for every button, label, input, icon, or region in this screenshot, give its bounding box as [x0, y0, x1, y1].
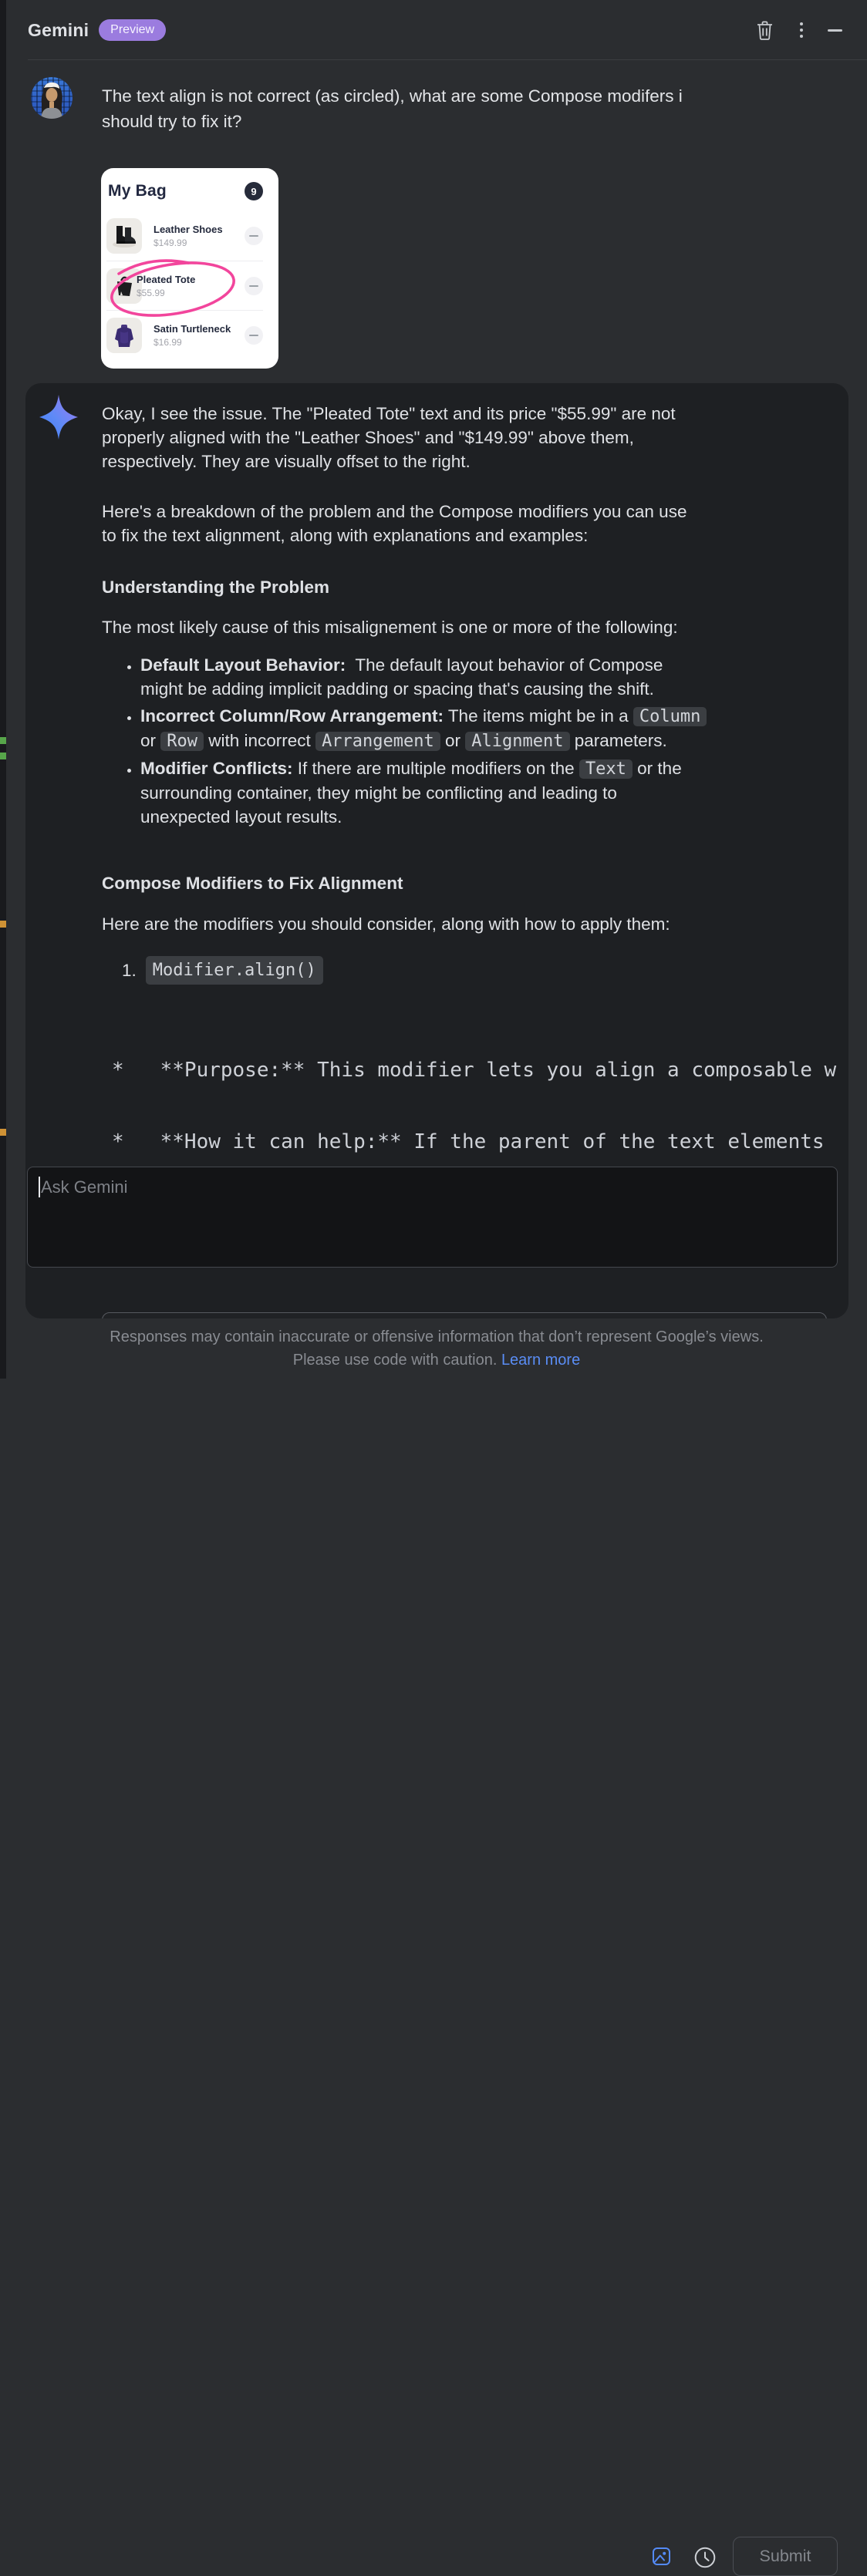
- code-chip-text: Text: [579, 759, 633, 779]
- cart-count-badge: 9: [245, 182, 263, 200]
- disclaimer-line-1: Responses may contain inaccurate or offensive information that don’t represent Google’s views.: [110, 1328, 764, 1345]
- more-menu-icon[interactable]: [800, 22, 803, 38]
- code-chip-row: Row: [160, 732, 204, 751]
- cart-item-satin-turtleneck: [106, 310, 263, 359]
- item-price: $16.99: [153, 336, 182, 348]
- section-heading-modifiers: Compose Modifiers to Fix Alignment: [102, 874, 403, 893]
- ordered-item-modifier-align: 1. Modifier.align(): [122, 956, 827, 985]
- attachment-preview-card[interactable]: [101, 168, 278, 369]
- gutter-mark-orange: [0, 921, 6, 928]
- product-image-shoes: [106, 218, 142, 254]
- trash-icon[interactable]: [754, 19, 775, 42]
- disclaimer-line-2: Please use code with caution. Learn more: [292, 1352, 581, 1369]
- gemini-panel-header: [6, 0, 867, 60]
- minimize-icon[interactable]: [828, 29, 842, 32]
- ask-gemini-input[interactable]: [27, 1167, 838, 1268]
- bullet-default-layout: • Default Layout Behavior: The default layout behavior of Compose might be adding implicit padding or spacing that's causing the shift.: [140, 653, 827, 701]
- preview-badge: Preview: [99, 19, 166, 41]
- response-paragraph-4: Here are the modifiers you should consider, along with how to apply them:: [102, 914, 670, 934]
- history-clock-icon[interactable]: [693, 2546, 717, 2573]
- image-attach-icon[interactable]: [652, 2547, 671, 2570]
- panel-title: Gemini: [28, 19, 89, 40]
- item-name: Leather Shoes: [153, 224, 223, 235]
- cart-item-leather-shoes: [106, 211, 263, 261]
- bag-title: My Bag: [108, 182, 167, 200]
- bullet-modifier-conflicts: • Modifier Conflicts: If there are multiple modifiers on the Text or the surrounding container, they might be conflicting and leading to unexpected layout results.: [140, 756, 827, 829]
- cart-item-pleated-tote: [106, 261, 263, 310]
- cause-bullet-list: [102, 653, 827, 829]
- response-paragraph-2: Here's a breakdown of the problem and the Compose modifiers you can use to fix the text alignment, along with explanations and examples:: [102, 502, 687, 545]
- decrease-quantity-button: [245, 277, 263, 295]
- gutter-mark-green: [0, 737, 6, 744]
- code-chip-alignment: Alignment: [465, 732, 569, 751]
- learn-more-link[interactable]: Learn more: [501, 1352, 581, 1369]
- decrease-quantity-button: [245, 326, 263, 345]
- item-price: $149.99: [153, 237, 187, 248]
- item-name: Satin Turtleneck: [153, 322, 231, 335]
- section-heading-understanding: Understanding the Problem: [102, 577, 330, 597]
- gutter-mark-orange: [0, 1129, 6, 1136]
- response-paragraph-3: The most likely cause of this misalignement is one or more of the following:: [102, 618, 678, 637]
- disclaimer-footer: [6, 1318, 867, 1379]
- input-placeholder: Ask Gemini: [41, 1177, 128, 1197]
- code-chip-arrangement: Arrangement: [315, 732, 440, 751]
- item-name: Pleated Tote: [137, 273, 196, 285]
- submit-button[interactable]: Submit: [733, 2537, 838, 2576]
- bullet-incorrect-arrangement: • Incorrect Column/Row Arrangement: The items might be in a Column or Row with incorrect Arrangement or Alignment parameters.: [140, 704, 827, 753]
- gemini-spark-icon: [39, 395, 78, 443]
- raw-markdown-block: * **Purpose:** This modifier lets you align a composable w * **How it can help:** If the parent of the text elements: [112, 1059, 837, 1153]
- text-cursor: [39, 1177, 40, 1197]
- gutter-mark-green: [0, 753, 6, 759]
- user-message-text: The text align is not correct (as circled), what are some Compose modifers i should try to fix it?: [102, 86, 683, 131]
- code-chip-modifier-align: Modifier.align(): [146, 956, 323, 985]
- item-price: $55.99: [137, 287, 165, 298]
- response-paragraph-1: Okay, I see the issue. The "Pleated Tote" text and its price "$55.99" are not properly aligned with the "Leather Shoes" and "$149.99" above them, respectively. They are visually offset to the right.: [102, 404, 676, 471]
- user-message: [31, 77, 683, 134]
- decrease-quantity-button: [245, 227, 263, 245]
- user-avatar: [31, 77, 73, 119]
- ide-gutter-strip: [0, 0, 6, 1379]
- code-chip-column: Column: [633, 707, 707, 726]
- product-image-turtleneck: [106, 318, 142, 353]
